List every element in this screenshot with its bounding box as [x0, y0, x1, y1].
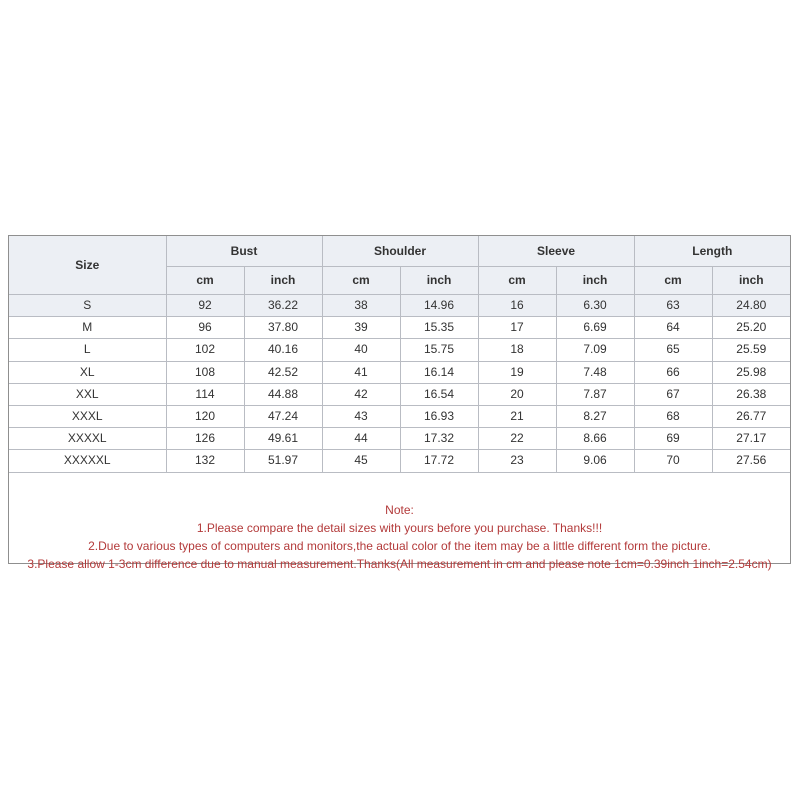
measurement-cell: 36.22: [244, 295, 322, 317]
group-header-length: Length: [634, 236, 790, 267]
group-header-sleeve: Sleeve: [478, 236, 634, 267]
measurement-cell: 64: [634, 317, 712, 339]
measurement-cell: 26.38: [712, 383, 790, 405]
measurement-cell: 49.61: [244, 428, 322, 450]
measurement-cell: 45: [322, 450, 400, 472]
measurement-cell: 42.52: [244, 361, 322, 383]
measurement-cell: 38: [322, 295, 400, 317]
size-cell: XXL: [9, 383, 166, 405]
unit-header: cm: [166, 267, 244, 295]
unit-header: inch: [556, 267, 634, 295]
measurement-cell: 8.27: [556, 405, 634, 427]
size-cell: S: [9, 295, 166, 317]
measurement-cell: 27.56: [712, 450, 790, 472]
table-row: [9, 295, 790, 317]
measurement-cell: 22: [478, 428, 556, 450]
measurement-cell: 67: [634, 383, 712, 405]
measurement-cell: 41: [322, 361, 400, 383]
measurement-cell: 96: [166, 317, 244, 339]
measurement-cell: 6.30: [556, 295, 634, 317]
measurement-cell: 92: [166, 295, 244, 317]
measurement-cell: 40: [322, 339, 400, 361]
measurement-cell: 120: [166, 405, 244, 427]
measurement-cell: 24.80: [712, 295, 790, 317]
unit-header: cm: [322, 267, 400, 295]
notes-section: [9, 473, 790, 573]
measurement-cell: 15.35: [400, 317, 478, 339]
measurement-cell: 102: [166, 339, 244, 361]
measurement-cell: 14.96: [400, 295, 478, 317]
measurement-cell: 19: [478, 361, 556, 383]
measurement-cell: 114: [166, 383, 244, 405]
measurement-cell: 63: [634, 295, 712, 317]
measurement-cell: 37.80: [244, 317, 322, 339]
size-cell: XL: [9, 361, 166, 383]
measurement-cell: 23: [478, 450, 556, 472]
measurement-cell: 7.09: [556, 339, 634, 361]
measurement-cell: 39: [322, 317, 400, 339]
measurement-cell: 25.98: [712, 361, 790, 383]
measurement-cell: 7.48: [556, 361, 634, 383]
measurement-cell: 43: [322, 405, 400, 427]
measurement-cell: 17.72: [400, 450, 478, 472]
measurement-cell: 16.54: [400, 383, 478, 405]
measurement-cell: 15.75: [400, 339, 478, 361]
measurement-cell: 26.77: [712, 405, 790, 427]
measurement-cell: 17.32: [400, 428, 478, 450]
measurement-cell: 132: [166, 450, 244, 472]
measurement-cell: 21: [478, 405, 556, 427]
measurement-cell: 7.87: [556, 383, 634, 405]
size-chart: [8, 235, 791, 571]
measurement-cell: 47.24: [244, 405, 322, 427]
measurement-cell: 17: [478, 317, 556, 339]
measurement-cell: 44: [322, 428, 400, 450]
measurement-cell: 8.66: [556, 428, 634, 450]
size-cell: XXXXXL: [9, 450, 166, 472]
unit-header: cm: [634, 267, 712, 295]
table-row: [9, 317, 790, 339]
measurement-cell: 16.14: [400, 361, 478, 383]
measurement-cell: 27.17: [712, 428, 790, 450]
table-row: [9, 428, 790, 450]
measurement-cell: 25.59: [712, 339, 790, 361]
measurement-cell: 18: [478, 339, 556, 361]
table-row: [9, 405, 790, 427]
measurement-cell: 126: [166, 428, 244, 450]
measurement-cell: 25.20: [712, 317, 790, 339]
measurement-cell: 44.88: [244, 383, 322, 405]
size-cell: XXXXL: [9, 428, 166, 450]
unit-header: cm: [478, 267, 556, 295]
measurement-cell: 16.93: [400, 405, 478, 427]
measurement-cell: 42: [322, 383, 400, 405]
measurement-cell: 69: [634, 428, 712, 450]
unit-header: inch: [244, 267, 322, 295]
measurement-cell: 51.97: [244, 450, 322, 472]
measurement-cell: 108: [166, 361, 244, 383]
measurement-cell: 40.16: [244, 339, 322, 361]
note-line: 3.Please allow 1-3cm difference due to manual measurement.Thanks(All measurement in cm and please note 1cm=0.39inch 1inch=2.54cm): [27, 556, 772, 571]
note-line: 2.Due to various types of computers and monitors,the actual color of the item may be a little different form the picture.: [88, 538, 711, 553]
unit-header: inch: [712, 267, 790, 295]
group-header-bust: Bust: [166, 236, 322, 267]
measurement-cell: 68: [634, 405, 712, 427]
measurement-cell: 16: [478, 295, 556, 317]
size-cell: M: [9, 317, 166, 339]
unit-header: inch: [400, 267, 478, 295]
measurement-cell: 65: [634, 339, 712, 361]
measurement-cell: 70: [634, 450, 712, 472]
table-row: [9, 450, 790, 472]
measurement-cell: 6.69: [556, 317, 634, 339]
size-column-header: Size: [9, 236, 166, 295]
table-row: [9, 383, 790, 405]
group-header-row: [9, 236, 790, 267]
note-line: 1.Please compare the detail sizes with yours before you purchase. Thanks!!!: [196, 520, 603, 535]
size-cell: XXXL: [9, 405, 166, 427]
measurement-cell: 9.06: [556, 450, 634, 472]
measurement-cell: 66: [634, 361, 712, 383]
table-row: [9, 339, 790, 361]
table-row: [9, 361, 790, 383]
size-cell: L: [9, 339, 166, 361]
size-table: [9, 236, 790, 473]
measurement-cell: 20: [478, 383, 556, 405]
group-header-shoulder: Shoulder: [322, 236, 478, 267]
notes-title: Note:: [385, 502, 414, 517]
